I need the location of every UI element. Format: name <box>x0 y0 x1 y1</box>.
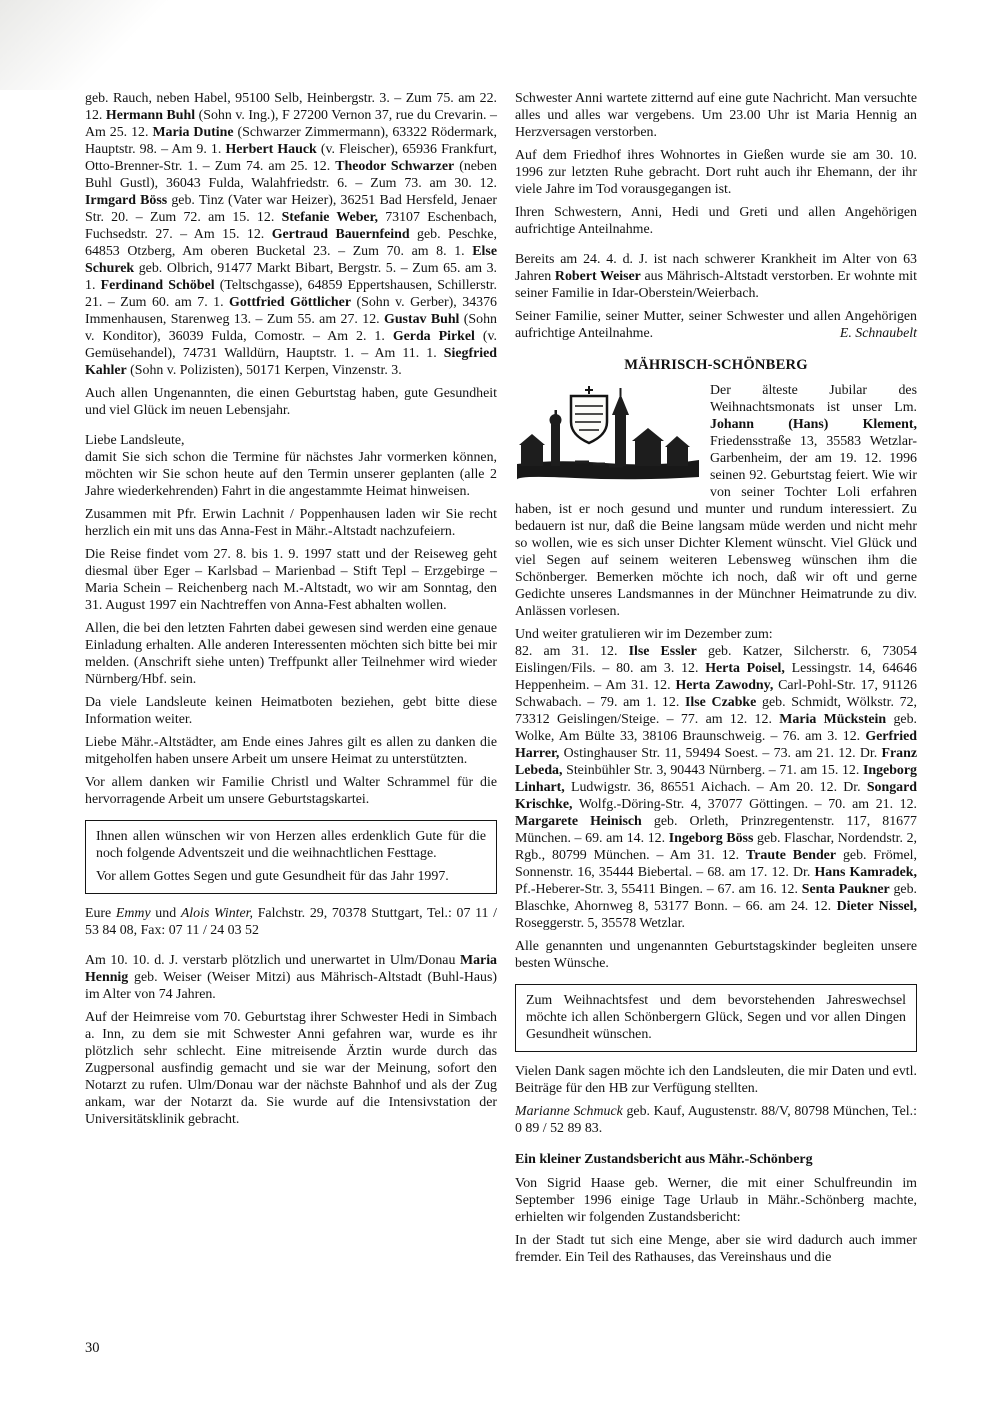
text-run: geb. Frömel, Sonnenstr. 16, 35444 Biebertal. – 68. am 17. 12. Dr. <box>515 848 918 880</box>
text-run: Zum Weihnachtsfest und dem bevorstehenden Jahreswechsel möchte ich allen Schönbergern Glück, Segen und vor allen Dingen Gesundheit wünschen. <box>526 993 906 1042</box>
text-run: Und weiter gratulieren wir im Dezember zum: <box>515 627 773 642</box>
paragraph <box>515 90 917 141</box>
text-run: Auf dem Friedhof ihres Wohnortes in Gießen wurde sie am 30. 10. 1996 zur letzten Ruhe gebracht. Dort ruht auch ihr Ehemann, der ihr viele Jahre im Tod vorausgegangen ist. <box>515 148 917 197</box>
text-run: geb. Blaschke, Ahornweg 8, 53177 Bonn. – 66. am 24. 12. <box>515 882 917 914</box>
page-number: 30 <box>85 1340 100 1356</box>
emphasized-name: Senta Paukner <box>801 882 890 897</box>
paragraph <box>515 308 917 342</box>
text-run: Steinbühler Str. 3, 90443 Nürnberg. – 71. am 15. 12. <box>562 763 863 778</box>
emphasized-name: Robert Weiser <box>554 269 641 284</box>
text-run: Bereits am 24. 4. d. J. ist nach schwerer Krankheit im Alter von 63 Jahren <box>515 252 917 284</box>
text-run: (Schwarzer Zimmermann), 63322 Rödermark, Hauptstr. 98. – Am 9. 1. <box>85 125 498 157</box>
text-run: Friedensstraße 13, 35583 Wetzlar-Garbenheim, der am 19. 12. 1996 seinen 92. Geburtstag feiert. Wie wir von seiner Tochter Loli erfahren haben, ist er noch gesund und munter und rundum interessiert. Zu bedauern ist nur, daß die Beine langsam müde werden und nicht mehr so wollen, wie es sich unser Dichter Klement wünscht. Viel Glück und viel Segen auf seinem weiteren Lebensweg wünschen ihm die Schönberger. Bemerken möchte ich noch, daß wir oft und gerne Gedichte unseres Landsmannes in der Münchner Heimatrunde zu div. Anlässen vorlesen. <box>515 434 917 619</box>
text-run: Roseggerstr. 5, 35578 Wetzlar. <box>515 916 685 931</box>
text-run: geb. Olbrich, 91477 Markt Bibart, Bergstr. 5. – Zum 65. am 3. 1. <box>85 261 497 293</box>
text-run: Lessingstr. 14, 64646 Heppenheim. – Am 31. 12. <box>515 661 918 693</box>
text-run: Auf der Heimreise vom 70. Geburtstag ihrer Schwester Hedi in Simbach a. Inn, zu dem sie mit Schwester Anni gefahren war, wurde es ihr plötzlich sehr schlecht. Eine mitreisende Ärztin wurde durch das Zugpersonal ausfindig gemacht und sie war der Meinung, sofort den Notarzt zu rufen. Ulm/Donau war der nächste Bahnhof und als der Zug ankam, war der Notarzt da. Sie wurde auf die Intensivstation der Universitätsklinik gebracht. <box>85 1010 497 1127</box>
text-run: Alle genannten und ungenannten Geburtstagskinder begleiten unsere besten Wünsche. <box>515 939 917 971</box>
column-right <box>515 90 917 1272</box>
paragraph <box>526 992 906 1043</box>
paragraph <box>85 385 497 419</box>
text-run: geb. Rauch, neben Habel, 95100 Selb, Heinbergstr. 3. – Zum 75. am 22. 12. <box>85 91 497 123</box>
emphasized-name: Herbert Hauck <box>225 142 317 157</box>
text-run: geb. Schmidt, Wölkstr. 72, 73312 Geislingen/Steige. – 77. am 12. 12. <box>515 695 917 727</box>
text-run: Ihren Schwestern, Anni, Hedi und Greti und allen Angehörigen aufrichtige Anteilnahme. <box>515 205 917 237</box>
emphasized-name: Ferdinand Schöbel <box>100 278 215 293</box>
paragraph <box>515 1175 917 1226</box>
paragraph <box>85 694 497 728</box>
emphasized-name: Dieter Nissel, <box>836 899 917 914</box>
emphasized-name: Songard Krischke, <box>515 780 917 812</box>
text-run: aus Mährisch-Altstadt verstorben. Er wohnte mit seiner Familie in Idar-Oberstein/Weierbach. <box>515 269 917 301</box>
italic-text: Alois Winter, <box>180 906 254 921</box>
emphasized-name: Else Schurek <box>85 244 497 276</box>
text-run: In der Stadt tut sich eine Menge, aber sie wird dadurch auch immer fremder. Ein Teil des Rathauses, das Vereinshaus und die <box>515 1233 917 1265</box>
emphasized-name: Irmgard Böss <box>85 193 168 208</box>
emphasized-name: Ingeborg Böss <box>668 831 754 846</box>
paragraph <box>515 1103 917 1137</box>
subsection-heading: Ein kleiner Zustandsbericht aus Mähr.-Schönberg <box>515 1152 813 1167</box>
paragraph <box>85 1009 497 1128</box>
text-run: 82. am 31. 12. <box>515 644 629 659</box>
text-run: Zusammen mit Pfr. Erwin Lachnit / Poppenhausen laden wir Sie recht herzlich ein mit uns das Anna-Fest in Mähr.-Altstadt nachzufeiern. <box>85 507 497 539</box>
paragraph <box>96 828 486 862</box>
paragraph <box>85 905 497 939</box>
paragraph <box>96 868 486 885</box>
paragraph <box>85 432 497 500</box>
text-run: und <box>150 906 181 921</box>
paragraph <box>85 546 497 614</box>
text-run: (Teltschgasse), 64859 Eppertshausen, Schillerstr. 21. – Zum 60. am 7. 1. <box>85 278 498 310</box>
text-run: Seiner Familie, seiner Mutter, seiner Schwester und allen Angehörigen aufrichtige Anteilnahme. <box>515 309 917 341</box>
text-run: Da viele Landsleute keinen Heimatboten beziehen, gebt bitte diese Information weiter. <box>85 695 497 727</box>
emphasized-name: Johann (Hans) Klement, <box>710 417 917 432</box>
text-run: 73107 Eschenbach, Fuchsedstr. 27. – Am 15. 12. <box>85 210 497 242</box>
section-heading: MÄHRISCH-SCHÖNBERG <box>624 357 808 373</box>
text-run: geb. Katzer, Silcherstr. 6, 73054 Eislingen/Fils. – 80. am 3. 12. <box>515 644 917 676</box>
text-run: Wolfg.-Döring-Str. 4, 37077 Göttingen. – 70. am 21. 12. <box>572 797 917 812</box>
text-run: (Sohn v. Polizisten), 50171 Kerpen, Vinzenstr. 3. <box>126 363 402 378</box>
town-crest-illustration <box>515 384 701 484</box>
text-run: (Sohn v. Ing.), F 27200 Vernon 37, rue du Crevarin. – Am 25. 12. <box>85 108 497 140</box>
text-run: Pf.-Heberer-Str. 3, 55411 Bingen. – 67. am 16. 12. <box>515 882 802 897</box>
text-run: (v. Gemüsehandel), 74731 Walldürn, Hauptstr. 1. – Am 11. 1. <box>85 329 497 361</box>
text-run: (neben Buhl Gustl), 36043 Fulda, Walahfriedstr. 6. – Zum 73. am 30. 12. <box>85 159 497 191</box>
paragraph <box>85 90 497 379</box>
text-run: Die Reise findet vom 27. 8. bis 1. 9. 1997 statt und der Reiseweg geht diesmal über Eger – Karlsbad – Marienbad – Stift Tepl – Erzgebirge – Maria Schein – Reichenberg nach M.-Altstadt, wo wir am Sonntag, den 31. August 1997 ein Nachtreffen von Anna-Fest abhalten wollen. <box>85 547 497 613</box>
emphasized-name: Gerda Pirkel <box>392 329 475 344</box>
emphasized-name: Maria Dutine <box>152 125 234 140</box>
text-run: Ludwigstr. 36, 86551 Aichach. – Am 20. 12. Dr. <box>564 780 867 795</box>
text-run: geb. Peschke, 64853 Otzberg, Am oberen Bucketal 23. – Zum 70. am 8. 1. <box>85 227 497 259</box>
emphasized-name: Siegfried Kahler <box>85 346 497 378</box>
paragraph <box>515 204 917 238</box>
paragraph <box>85 734 497 768</box>
paragraph <box>515 626 917 932</box>
emphasized-name: Ilse Czabke <box>685 695 757 710</box>
emphasized-name: Franz Lebeda, <box>515 746 917 778</box>
text-run: geb. Tinz (Vater war Heizer), 36251 Bad Hersfeld, Jenaer Str. 20. – Zum 72. am 15. 12. <box>85 193 497 225</box>
emphasized-name: Gottfried Göttlicher <box>229 295 351 310</box>
emphasized-name: Stefanie Weber, <box>281 210 378 225</box>
text-run: Eure <box>85 906 116 921</box>
paragraph <box>85 620 497 688</box>
text-run: Vor allem danken wir Familie Christl und Walter Schrammel für die hervorragende Arbeit um unsere Geburtstagskartei. <box>85 775 497 807</box>
paragraph <box>515 251 917 302</box>
text-run: Der älteste Jubilar des Weihnachtsmonats ist unser Lm. <box>710 383 917 415</box>
text-run: Von Sigrid Haase geb. Werner, die mit einer Schulfreundin im September 1996 einige Tage Urlaub in Mähr.-Schönberg machte, erhielten wir folgenden Zustandsbericht: <box>515 1176 917 1225</box>
text-run: geb. Wolke, Am Bülte 33, 38106 Braunschweig. – 76. am 3. 12. <box>515 712 917 744</box>
signature: E. Schnaubelt <box>839 326 917 341</box>
emphasized-name: Herta Poisel, <box>705 661 785 676</box>
paragraph <box>515 1232 917 1266</box>
text-run: geb. Weiser (Weiser Mitzi) aus Mährisch-Altstadt (Buhl-Haus) im Alter von 74 Jahren. <box>85 970 497 1002</box>
emphasized-name: Gerfried Harrer, <box>515 729 917 761</box>
text-run: (v. Fleischer), 65936 Frankfurt, Otto-Brenner-Str. 1. – Zum 74. am 25. 12. <box>85 142 497 174</box>
emphasized-name: Ingeborg Linhart, <box>515 763 917 795</box>
emphasized-name: Maria Hennig <box>85 953 497 985</box>
paragraph <box>85 506 497 540</box>
text-run: damit Sie sich schon die Termine für nächstes Jahr vormerken können, möchten wir Sie schon heute auf den Termin unserer geplanten (alle 2 Jahre wiederkehrenden) Fahrt in die angestammte Heimat hinweisen. <box>85 450 497 499</box>
text-run: Ostinghauser Str. 11, 59494 Soest. – 73. am 21. 12. Dr. <box>559 746 882 761</box>
emphasized-name: Ilse Essler <box>628 644 697 659</box>
italic-text: Emmy <box>115 906 151 921</box>
text-run: geb. Kauf, Augustenstr. 88/V, 80798 München, Tel.: 0 89 / 52 89 83. <box>515 1104 917 1136</box>
emphasized-name: Herta Zawodny, <box>675 678 774 693</box>
emphasized-name: Margarete Heinisch <box>515 814 642 829</box>
town-skyline-drawing <box>515 384 701 484</box>
text-run: Allen, die bei den letzten Fahrten dabei gewesen sind werden eine genaue Einladung erhalten. Alle anderen Interessenten möchten sich bitte bei mir melden. (Anschrift siehe unten) Treffpunkt aller Teilnehmer wird wieder Nürnberg/Hbf. sein. <box>85 621 497 687</box>
text-run: (Sohn v. Konditor), 36039 Fulda, Comostr. – Am 2. 1. <box>85 312 497 344</box>
column-left <box>85 90 497 1272</box>
emphasized-name: Hermann Buhl <box>105 108 196 123</box>
text-run: geb. Flaschar, Nordendstr. 2, Rgb., 80799 München. – Am 31. 12. <box>515 831 917 863</box>
text-run: Falchstr. 29, 70378 Stuttgart, Tel.: 07 11 / 53 84 08, Fax: 07 11 / 24 03 52 <box>85 906 498 938</box>
text-run: Carl-Pohl-Str. 17, 91126 Schwabach. – 79. am 1. 12. <box>515 678 917 710</box>
emphasized-name: Hans Kamradek, <box>814 865 918 880</box>
notice-box <box>85 820 497 894</box>
paragraph <box>515 938 917 972</box>
text-run: Vielen Dank sagen möchte ich den Landsleuten, die mir Daten und evtl. Beiträge für den HB zur Verfügung stellten. <box>515 1064 917 1096</box>
emphasized-name: Gustav Buhl <box>384 312 460 327</box>
emphasized-name: Theodor Schwarzer <box>335 159 455 174</box>
text-run: (Sohn v. Gerber), 34376 Immenhausen, Starenweg 13. – Zum 55. am 27. 12. <box>85 295 497 327</box>
paragraph <box>85 952 497 1003</box>
text-run: Liebe Landsleute, <box>85 433 185 448</box>
italic-text: Marianne Schmuck <box>515 1104 623 1119</box>
notice-box <box>515 984 917 1052</box>
paragraph <box>85 774 497 808</box>
paragraph <box>515 1063 917 1097</box>
text-run: Vor allem Gottes Segen und gute Gesundheit für das Jahr 1997. <box>96 869 449 884</box>
text-run: Auch allen Ungenannten, die einen Geburtstag haben, gute Gesundheit und viel Glück im neuen Lebensjahr. <box>85 386 497 418</box>
text-run: geb. Orleth, Prinzregentenstr. 117, 81677 München. – 69. am 14. 12. <box>515 814 918 846</box>
text-run: Liebe Mähr.-Altstädter, am Ende eines Jahres gilt es allen zu danken die mitgeholfen haben unsere Arbeit um unsere Heimat zu unterstützten. <box>85 735 497 767</box>
paragraph <box>515 382 917 620</box>
text-run: Ihnen allen wünschen wir von Herzen alles erdenklich Gute für die noch folgende Adventszeit und die weihnachtlichen Festtage. <box>96 829 486 861</box>
emphasized-name: Maria Mückstein <box>779 712 887 727</box>
emphasized-name: Traute Bender <box>746 848 837 863</box>
emphasized-name: Gertraud Bauernfeind <box>271 227 410 242</box>
text-run: Schwester Anni wartete zitternd auf eine gute Nachricht. Man versuchte alles und alles war vergebens. Um 23.00 Uhr ist Maria Hennig an Herzversagen verstorben. <box>515 91 917 140</box>
paragraph <box>515 147 917 198</box>
text-run: Am 10. 10. d. J. verstarb plötzlich und unerwartet in Ulm/Donau <box>85 953 460 968</box>
